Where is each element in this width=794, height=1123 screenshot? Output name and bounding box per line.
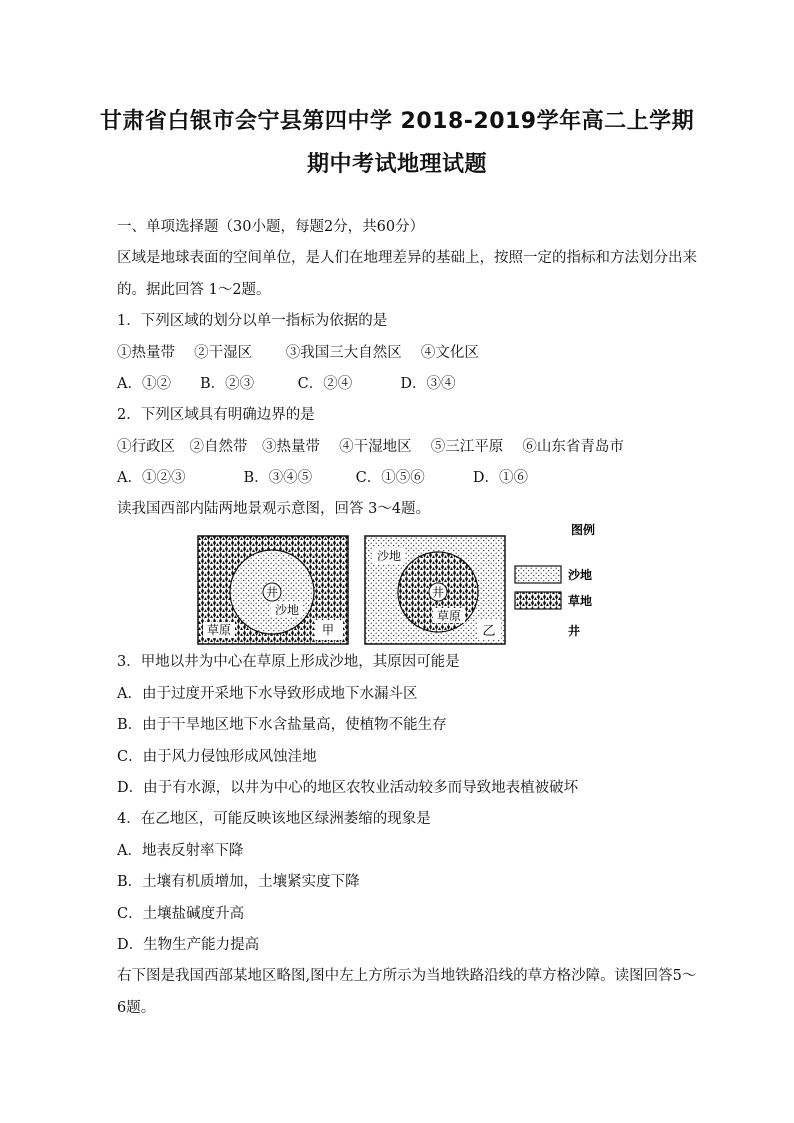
q3-option-d: D．由于有水源，以井为中心的地区农牧业活动较多而导致地表植被破坏 — [117, 780, 579, 796]
section-heading: 一、单项选择题（30小题，每题2分，共60分） — [117, 219, 425, 235]
panel-jia-sand: 沙地 — [274, 603, 300, 617]
legend-sand-swatch — [515, 566, 561, 583]
doc-title-line1: 甘肃省白银市会宁县第四中学 2018-2019学年高二上学期 — [99, 109, 695, 134]
legend-well: 井 — [568, 624, 581, 638]
legend-title: 图例 — [570, 523, 596, 537]
panel-yi — [365, 536, 505, 644]
intro-line1: 区域是地球表面的空间单位，是人们在地理差异的基础上，按照一定的指标和方法划分出来 — [117, 250, 697, 266]
panel-yi-sand-label: 沙地 — [376, 549, 402, 563]
q2-items: ①行政区 ②自然带 ③热量带 ④干湿地区 ⑤三江平原 ⑥山东省青岛市 — [117, 439, 624, 455]
tail-line2: 6题。 — [117, 1000, 156, 1016]
q3-option-a: A．由于过度开采地下水导致形成地下水漏斗区 — [117, 686, 418, 702]
q4-option-a: A．地表反射率下降 — [117, 843, 244, 859]
doc-title-line2: 期中考试地理试题 — [306, 152, 487, 177]
q3-option-c: C．由于风力侵蚀形成风蚀洼地 — [117, 749, 317, 765]
figure-legend — [515, 522, 595, 638]
legend-grass-swatch — [515, 592, 561, 609]
panel-jia-label: 甲 — [321, 623, 335, 637]
q1-options: A．①② B．②③ C．②④ D．③④ — [117, 376, 456, 392]
q1-stem: 1．下列区域的划分以单一指标为依据的是 — [117, 313, 388, 329]
q4-stem: 4．在乙地区，可能反映该地区绿洲萎缩的现象是 — [117, 811, 431, 827]
tail-line1: 右下图是我国西部某地区略图,图中左上方所示为当地铁路沿线的草方格沙障。读图回答5～ — [117, 968, 697, 984]
intro-line2: 的。据此回答 1～2题。 — [117, 282, 271, 298]
panel-jia — [198, 536, 348, 644]
panel-jia-grass: 草原 — [206, 623, 232, 637]
q2-stem: 2．下列区域具有明确边界的是 — [117, 407, 315, 423]
q4-option-d: D．生物生产能力提高 — [117, 937, 260, 953]
q3-option-b: B．由于干旱地区地下水含盐量高，使植物不能生存 — [117, 717, 447, 733]
legend-sand: 沙地 — [568, 568, 593, 582]
panel-yi-grass-label: 草原 — [436, 609, 462, 623]
q4-option-b: B．土壤有机质增加，土壤紧实度下降 — [117, 874, 360, 890]
q2-options: A．①②③ B．③④⑤ C．①⑤⑥ D．①⑥ — [117, 470, 528, 486]
panel-jia-well: 井 — [265, 585, 279, 600]
q3-stem: 3．甲地以井为中心在草原上形成沙地，其原因可能是 — [117, 654, 460, 670]
landscape-figure — [195, 522, 615, 648]
q4-option-c: C．土壤盐碱度升高 — [117, 906, 245, 922]
q1-items: ①热量带 ②干湿区 ③我国三大自然区 ④文化区 — [117, 345, 479, 361]
figure-intro: 读我国西部内陆两地景观示意图，回答 3～4题。 — [117, 501, 431, 517]
legend-grass: 草地 — [568, 594, 593, 608]
panel-yi-well: 井 — [431, 585, 445, 600]
panel-yi-label: 乙 — [482, 624, 496, 639]
